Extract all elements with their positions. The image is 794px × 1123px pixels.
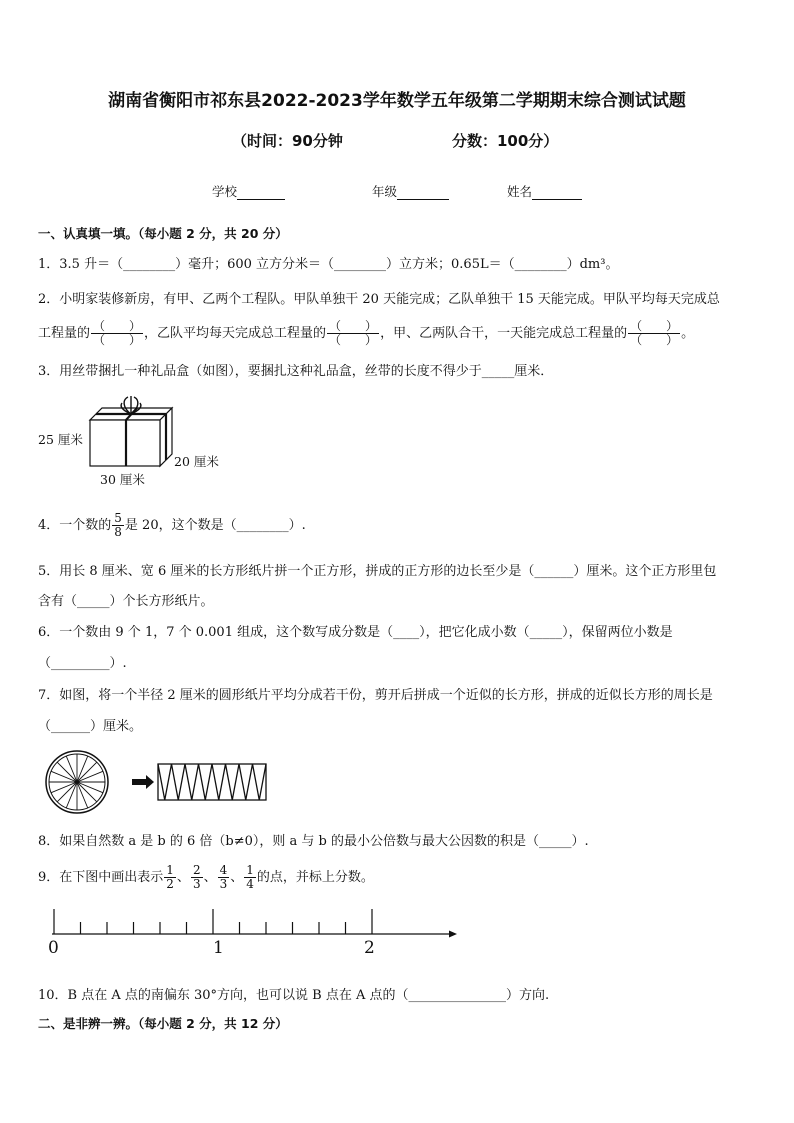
q4-fraction: $\frac{5}{8}$ xyxy=(114,511,122,539)
q9-separator: 、 xyxy=(203,870,217,885)
grade-field[interactable] xyxy=(372,182,449,200)
number-line-arrow xyxy=(449,931,457,938)
name-blank[interactable] xyxy=(532,184,582,200)
question-5-line2: 含有（_____）个长方形纸片。 xyxy=(38,594,214,609)
q9-fraction-2: $\frac{2}{3}$ xyxy=(192,863,201,891)
page-title: 湖南省衡阳市祁东县2022-2023学年数学五年级第二学期期末综合测试试题 xyxy=(108,91,686,111)
school-field[interactable] xyxy=(212,182,285,200)
q4-text-b: 是 20，这个数是（________）. xyxy=(124,518,306,533)
q4-text-a: 4．一个数的 xyxy=(38,518,112,533)
tick-label-0: 0 xyxy=(48,938,59,958)
question-7-line2: （______）厘米。 xyxy=(38,719,143,734)
question-6-line1: 6．一个数由 9 个 1，7 个 0.001 组成，这个数写成分数是（____），把它化成小数（_____），保留两位小数是 xyxy=(38,625,673,640)
q9-text-a: 9．在下图中画出表示 xyxy=(38,870,164,885)
q9-fraction-1: $\frac{1}{2}$ xyxy=(166,863,174,891)
grade-blank[interactable] xyxy=(397,184,449,200)
q2-fraction-blank-1[interactable]: $\frac{( )}{( )}$ xyxy=(93,319,142,347)
question-9 xyxy=(38,864,374,891)
arrow-icon xyxy=(132,775,154,789)
question-6-line2: （_________）. xyxy=(38,656,127,671)
q2-text-c: ，甲、乙两队合干，一天能完成总工程量的 xyxy=(380,326,628,341)
name-label: 姓名 xyxy=(507,184,533,199)
q9-fraction-3: $\frac{4}{3}$ xyxy=(219,863,228,891)
section-1-title: 一、认真填一填。（每小题 2 分，共 20 分） xyxy=(38,226,288,241)
q2-text-d: 。 xyxy=(681,326,695,341)
q9-separator: 、 xyxy=(176,870,190,885)
approximate-rectangle xyxy=(158,764,266,800)
box-length-label: 30 厘米 xyxy=(100,472,145,487)
school-label: 学校 xyxy=(212,184,238,199)
grade-label: 年级 xyxy=(372,184,398,199)
question-2-line1: 2．小明家装修新房，有甲、乙两个工程队。甲队单独干 20 天能完成；乙队单独干 15 天能完成。甲队平均每天完成总 xyxy=(38,292,720,307)
q2-text-a: 工程量的 xyxy=(38,326,91,341)
divided-circle xyxy=(46,751,108,813)
school-blank[interactable] xyxy=(237,184,285,200)
box-height-label: 25 厘米 xyxy=(38,432,83,447)
question-8: 8．如果自然数 a 是 b 的 6 倍（b≠0），则 a 与 b 的最小公倍数与最大公因数的积是（_____）. xyxy=(38,834,589,849)
q2-fraction-blank-3[interactable]: $\frac{( )}{( )}$ xyxy=(630,319,679,347)
question-4 xyxy=(38,512,306,539)
question-10: 10．B 点在 A 点的南偏东 30°方向，也可以说 B 点在 A 点的（_______________）方向. xyxy=(38,988,550,1003)
q2-text-b: ，乙队平均每天完成总工程量的 xyxy=(144,326,327,341)
total-score: 分数：100分） xyxy=(452,132,559,150)
question-1: 1．3.5 升＝（________）毫升；600 立方分米＝（________）立方米；0.65L＝（________）dm³。 xyxy=(38,257,619,272)
question-2-line2 xyxy=(38,320,694,347)
question-5-line1: 5．用长 8 厘米、宽 6 厘米的长方形纸片拼一个正方形，拼成的正方形的边长至少是（______）厘米。这个正方形里包 xyxy=(38,564,717,579)
q9-text-b: 的点，并标上分数。 xyxy=(256,870,374,885)
section-2-title: 二、是非辨一辨。（每小题 2 分，共 12 分） xyxy=(38,1016,288,1031)
q9-fraction-4: $\frac{1}{4}$ xyxy=(246,863,254,891)
q9-separator: 、 xyxy=(230,870,244,885)
number-line[interactable] xyxy=(44,905,464,941)
q2-fraction-blank-2[interactable]: $\frac{( )}{( )}$ xyxy=(329,319,378,347)
tick-label-1: 1 xyxy=(213,938,224,958)
tick-label-2: 2 xyxy=(364,938,375,958)
question-3: 3．用丝带捆扎一种礼品盒（如图），要捆扎这种礼品盒，丝带的长度不得少于_____厘米． xyxy=(38,364,554,379)
box-width-label: 20 厘米 xyxy=(174,454,219,469)
gift-box-figure xyxy=(86,395,178,470)
time-limit: （时间：90分钟 xyxy=(232,132,343,150)
name-field[interactable] xyxy=(507,182,582,200)
circle-rectangle-figure xyxy=(44,748,272,818)
rectangle-sector-zigzag xyxy=(158,764,266,800)
question-7-line1: 7．如图，将一个半径 2 厘米的圆形纸片平均分成若干份，剪开后拼成一个近似的长方形，拼成的近似长方形的周长是 xyxy=(38,688,713,703)
